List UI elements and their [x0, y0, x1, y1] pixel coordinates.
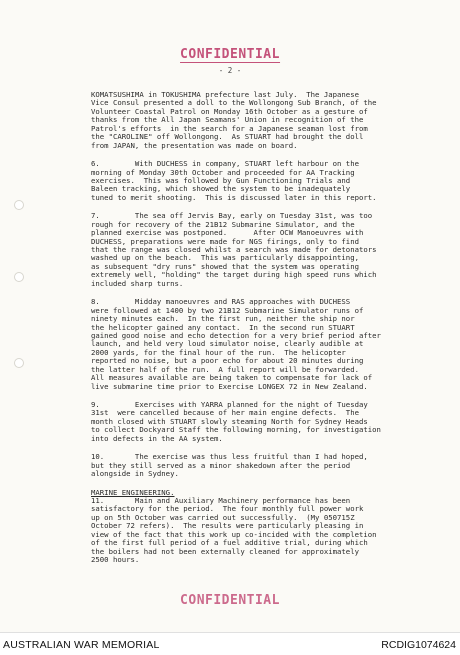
text-line: up on 5th October was carried out successfully. (My 050715Z: [91, 512, 355, 522]
text-line: rough for recovery of the 21B12 Submarine Simulator, and the: [91, 219, 355, 229]
text-line: satisfactory for the period. The four monthly full power work: [91, 504, 364, 514]
text-line: 6. With DUCHESS in company, STUART left harbour on the: [91, 159, 359, 169]
footer-institution: AUSTRALIAN WAR MEMORIAL: [3, 639, 160, 651]
confidential-stamp-top: CONFIDENTIAL: [180, 47, 280, 62]
text-line: ninety minutes each. In the first run, neither the ship nor: [91, 314, 355, 324]
text-line: as subsequent "dry runs" showed that the system was operating: [91, 261, 359, 271]
text-line: 31st were cancelled because of her main engine defects. The: [91, 408, 359, 418]
text-line: reported no noise, but a poor echo for about 20 minutes during: [91, 356, 364, 366]
text-line: Patrol's efforts in the search for a Japanese seaman lost from: [91, 123, 368, 133]
text-line: 9. Exercises with YARRA planned for the night of Tuesday: [91, 400, 368, 409]
text-line: washed up on the beach. This was particularly disappointing,: [91, 253, 359, 263]
text-line: Baleen tracking, which showed the system to be inadequately: [91, 184, 351, 194]
confidential-stamp-bottom: CONFIDENTIAL: [180, 593, 280, 608]
text-line: included sharp turns.: [91, 278, 184, 288]
text-line: exercises. This was followed by Gun Functioning Trials and: [91, 175, 351, 185]
text-line: gained good noise and echo detection for a very brief period after: [91, 330, 381, 340]
text-line: 10. The exercise was thus less fruitful than I had hoped,: [91, 452, 368, 462]
punch-hole: [14, 200, 24, 210]
text-line: extremely well, "holding" the target during high speed runs which: [91, 270, 377, 280]
text-line: of the first full period of a fuel additive trial, during which: [91, 538, 368, 548]
text-line: the "CAROLINE" off Wollongong. As STUART had brought the doll: [91, 132, 364, 142]
text-line: planned exercise was postponed. After OCW Manoeuvres with: [91, 228, 364, 238]
text-line: morning of Monday 30th October and proceeded for AA Tracking: [91, 167, 355, 177]
paragraph: [91, 497, 441, 565]
text-line: launch, and held very loud simulator noise, clearly audible at: [91, 339, 364, 349]
punch-hole: [14, 358, 24, 368]
text-line: Vice Consul presented a doll to the Wollongong Sub Branch, of the: [91, 98, 377, 108]
text-line: to collect Dockyard Staff the following morning, for investigation: [91, 425, 381, 435]
paragraph: [91, 160, 441, 202]
archive-footer: [0, 632, 460, 655]
text-line: were followed at 1400 by two 21B12 Submarine Simulator runs of: [91, 305, 364, 315]
paragraph: [91, 91, 441, 150]
paragraph: [91, 453, 441, 478]
text-line: from JAPAN, the presentation was made on board.: [91, 140, 298, 150]
text-line: but they still served as a minor shakedown after the period: [91, 460, 351, 470]
paragraph: [91, 298, 441, 391]
text-line: 2500 hours.: [91, 555, 140, 565]
text-line: All measures available are being taken to compensate for lack of: [91, 373, 373, 383]
text-line: 11. Main and Auxiliary Machinery performance has been: [91, 495, 351, 505]
page-number: - 2 -: [218, 66, 242, 75]
text-line: thanks from the All Japan Seamans' Union in recognition of the: [91, 115, 364, 125]
text-line: alongside in Sydney.: [91, 469, 179, 479]
text-line: October 72 refers). The results were particularly pleasing in: [91, 521, 364, 531]
text-line: DUCHESS, preparations were made for NGS firings, only to find: [91, 236, 359, 246]
text-line: 7. The sea off Jervis Bay, early on Tuesday 31st, was too: [91, 211, 373, 221]
text-line: into defects in the AA system.: [91, 433, 223, 443]
paragraph: [91, 401, 441, 443]
text-line: month closed with STUART slowly steaming North for Sydney Heads: [91, 416, 368, 426]
section-heading: MARINE ENGINEERING.: [91, 487, 175, 497]
punch-hole: [14, 272, 24, 282]
text-line: 8. Midday manoeuvres and RAS approaches with DUCHESS: [91, 297, 351, 307]
paragraph: [91, 212, 441, 288]
text-line: the latter half of the run. A full report will be forwarded.: [91, 364, 359, 374]
document-body: [91, 91, 441, 574]
text-line: live submarine time prior to Exercise LONGEX 72 in New Zealand.: [91, 381, 368, 391]
text-line: the boilers had not been externally cleaned for approximately: [91, 546, 359, 556]
text-line: the helicopter gained any contact. In the second run STUART: [91, 322, 355, 332]
text-line: 2000 yards, for the final hour of the run. The helicopter: [91, 347, 346, 357]
text-line: Volunteer Coastal Patrol on Monday 16th October as a gesture of: [91, 106, 368, 116]
text-line: KOMATSUSHIMA in TOKUSHIMA prefecture last July. The Japanese: [91, 90, 359, 99]
text-line: tuned to merit shooting. This is discussed later in this report.: [91, 192, 377, 202]
text-line: that the range was closed whilst a search was made for detonators: [91, 245, 377, 254]
text-line: view of the fact that this work up co-incided with the completion: [91, 529, 377, 539]
footer-record-id: RCDIG1074624: [381, 639, 456, 651]
